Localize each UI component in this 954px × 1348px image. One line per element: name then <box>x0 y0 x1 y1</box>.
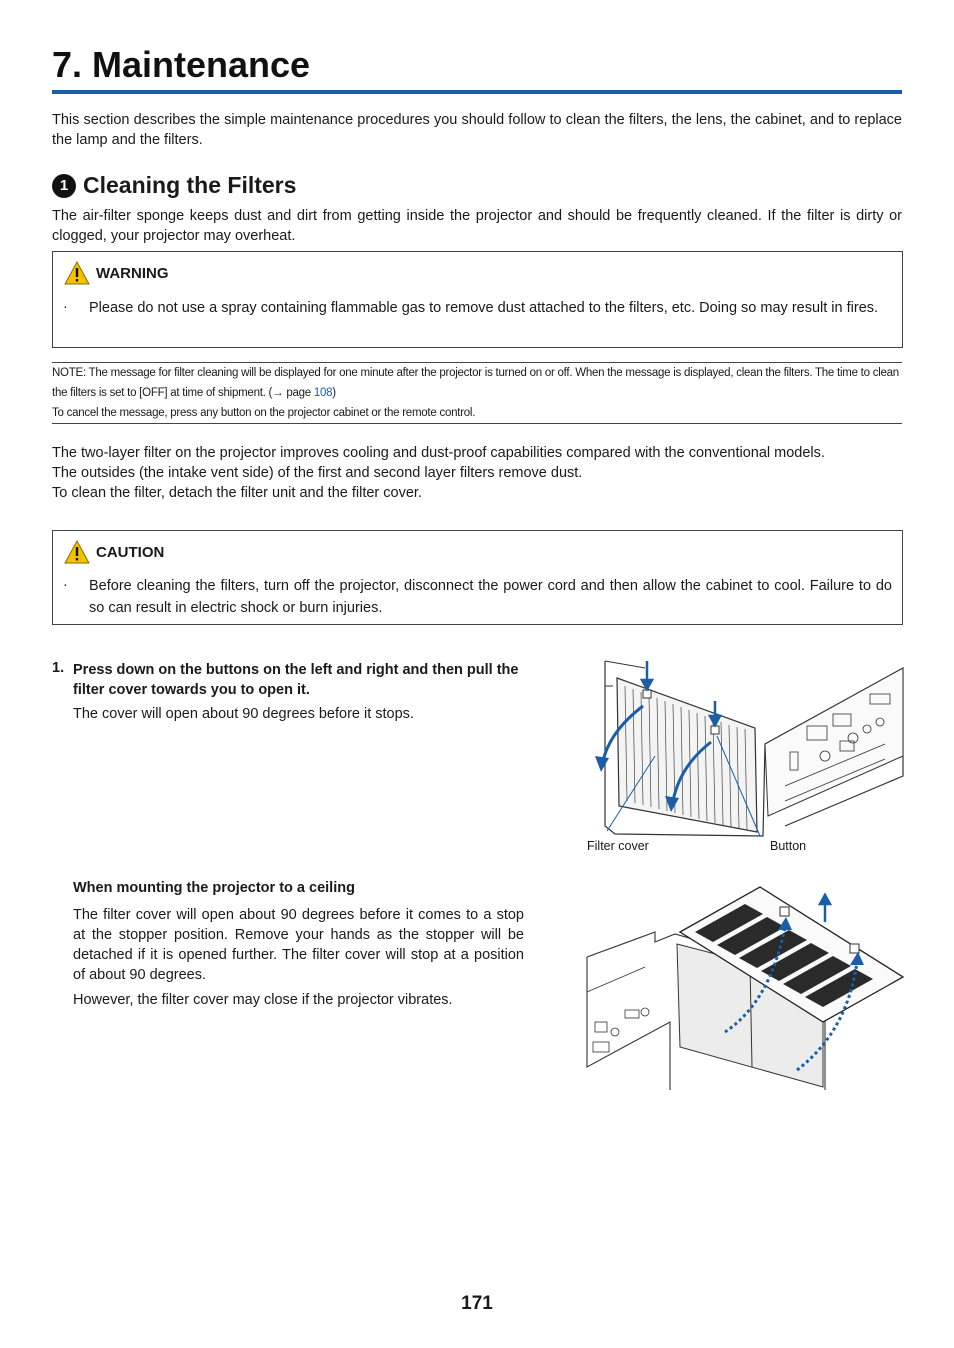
warning-bullet: · <box>63 299 68 315</box>
filter-cover-open-illustration <box>585 656 905 838</box>
filter-cover-label: Filter cover <box>587 839 649 853</box>
section-intro: The air-filter sponge keeps dust and dirt from getting inside the projector and should be frequently cleaned. If the filter is dirty or clogged, your projector may overheat. <box>52 208 902 244</box>
caution-header <box>64 540 164 564</box>
caution-text: Before cleaning the filters, turn off the projector, disconnect the power cord and then allow the cabinet to cool. Failure to do so can result in electric shock or burn injuries. <box>89 578 892 616</box>
title-rule <box>52 90 902 94</box>
warning-header <box>64 261 169 285</box>
note <box>52 363 902 423</box>
note-text-end: ) <box>332 387 336 399</box>
page-number: 171 <box>461 1293 493 1314</box>
caution-box <box>52 530 903 625</box>
chapter-title: 7. Maintenance <box>52 44 311 85</box>
filter-info-line: The two-layer filter on the projector improves cooling and dust-proof capabilities compared with the conventional models. <box>52 445 825 461</box>
filter-info-line: The outsides (the intake vent side) of the first and second layer filters remove dust. <box>52 465 583 481</box>
warning-triangle-icon <box>64 261 90 285</box>
intro-paragraph: This section describes the simple maintenance procedures you should follow to clean the filters, the lens, the cabinet, and to replace the lamp and the filters. <box>52 112 902 148</box>
ceiling-text: The filter cover will open about 90 degrees before it comes to a stop at the stopper position. Remove your hands as the stopper will be detached if it is opened further. The filter cover will stop at a position of about 90 degrees. <box>73 907 524 983</box>
caution-bullet: · <box>63 577 68 593</box>
note-bottom-rule <box>52 423 902 424</box>
ceiling-heading: When mounting the projector to a ceiling <box>73 880 355 896</box>
step-subtext: The cover will open about 90 degrees before it stops. <box>73 706 414 722</box>
section-number-badge: 1 <box>52 174 76 198</box>
ceiling-text-2: However, the filter cover may close if the projector vibrates. <box>73 992 453 1008</box>
note-text-2: To cancel the message, press any button on the projector cabinet or the remote control. <box>52 407 476 419</box>
warning-box <box>52 251 903 348</box>
section-heading <box>52 172 296 199</box>
step-title: Press down on the buttons on the left and right and then pull the filter cover towards you to open it. <box>73 662 519 698</box>
button-label: Button <box>770 839 807 853</box>
caution-triangle-icon <box>64 540 90 564</box>
warning-label: WARNING <box>96 264 169 282</box>
filter-info-line: To clean the filter, detach the filter unit and the filter cover. <box>52 485 422 501</box>
ceiling-filter-cover-illustration <box>585 882 905 1092</box>
section-title: Cleaning the Filters <box>83 172 297 198</box>
page-link[interactable]: 108 <box>313 387 333 399</box>
warning-text: Please do not use a spray containing flammable gas to remove dust attached to the filters, etc. Doing so may result in fires. <box>89 300 879 316</box>
caution-label: CAUTION <box>96 543 165 561</box>
note-text: NOTE: The message for filter cleaning will be displayed for one minute after the projector is turned on or off. When the message is displayed, clean the filters. The time to clean the filters is set to [OFF] at time of shipment. (→ page <box>52 367 899 399</box>
filter-info <box>52 443 902 503</box>
step-number: 1. <box>52 660 65 676</box>
